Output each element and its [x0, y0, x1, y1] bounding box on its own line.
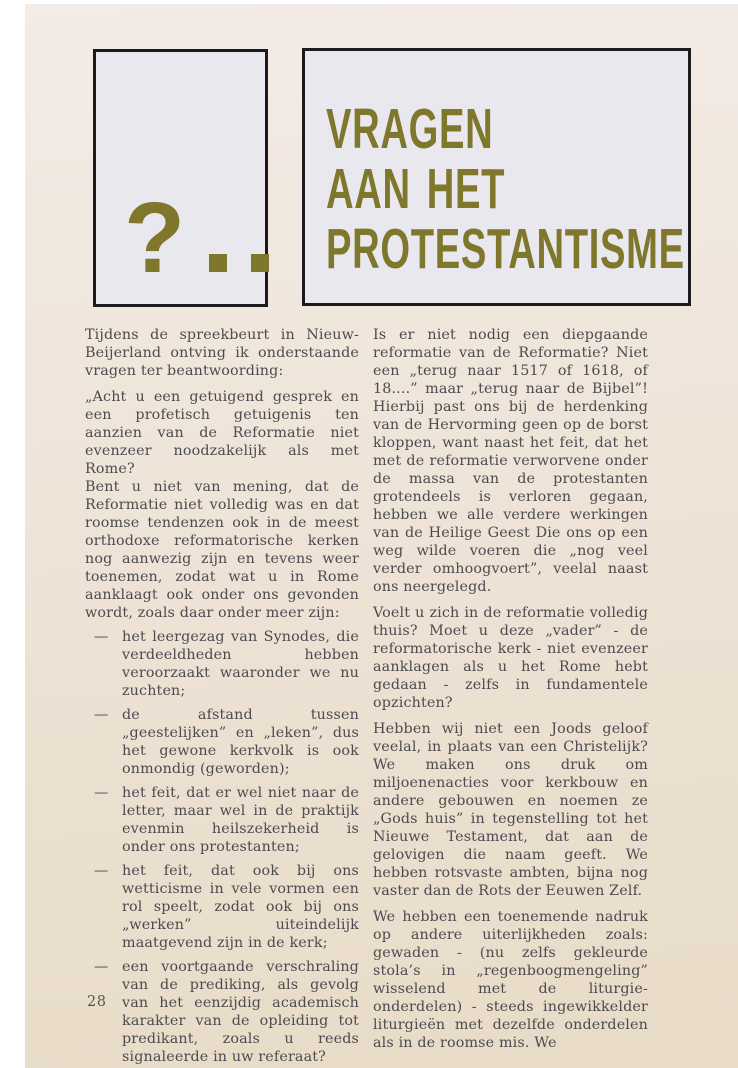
bullet-text: de afstand tussen „geestelijken” en „leken”, dus het gewone kerkvolk is ook onmondig (geworden);: [122, 707, 359, 777]
paragraph: We hebben een toenemende nadruk op andere uiterlijkheden zoals: gewaden - (nu zelfs gekleurde stola’s in „regenboogmengeling” wisselend met de liturgie-onderdelen) - steeds ingewikkelder liturgieën met dezelfde onderdelen als in de roomse mis. We: [373, 909, 648, 1051]
question-dot-icon: [251, 254, 269, 272]
bullet-dash: —: [94, 785, 109, 801]
bullet-item: [85, 958, 359, 1066]
bullet-text: een voortgaande verschraling van de prediking, als gevolg van het eenzijdig academisch karakter van de opleiding tot predikant, zoals u reeds signaleerde in uw referaat?: [122, 959, 359, 1065]
article-body: [85, 326, 648, 1066]
title-line: PROTESTANTISME: [326, 217, 685, 281]
question-mark-box: [93, 49, 268, 307]
paragraph: Bent u niet van mening, dat de Reformatie niet volledig was en dat roomse tendenzen ook in de meest orthodoxe reformatorische kerken nog aanwezig zijn en tevens weer toenemen, zodat wat u in Rome aanklaagt ook onder ons gevonden wordt, zoals daar onder meer zijn:: [85, 479, 359, 621]
bullet-item: [85, 706, 359, 778]
paragraph: Tijdens de spreekbeurt in Nieuw-Beijerland ontving ik onderstaande vragen ter beantwoording:: [85, 327, 359, 379]
page-number: 28: [87, 994, 107, 1010]
bullet-dash: —: [94, 707, 109, 723]
question-mark-graphic: [124, 182, 269, 294]
bullet-dash: —: [94, 959, 109, 975]
title-line: VRAGEN: [326, 97, 494, 161]
title-line: AAN HET: [326, 157, 506, 221]
paragraph: Hebben wij niet een Joods geloof veelal, in plaats van een Christelijk? We maken ons druk om miljoenenacties voor kerkbouw en andere gebouwen en noemen ze „Gods huis” in tegenstelling tot het Nieuwe Testament, dat aan de gelovigen die naam geeft. We hebben rotsvaste ambten, bijna nog vaster dan de Rots der Eeuwen Zelf.: [373, 721, 648, 899]
bullet-item: [85, 862, 359, 952]
bullet-item: [85, 784, 359, 856]
bullet-item: [85, 628, 359, 700]
question-dot-icon: [209, 254, 227, 272]
page-paper: [25, 4, 738, 1068]
article-title: [305, 51, 688, 279]
paragraph: „Acht u een getuigend gesprek en een profetisch getuigenis ten aanzien van de Reformatie niet evenzeer noodzakelijk als met Rome?: [85, 389, 359, 477]
title-box: [302, 48, 691, 306]
bullet-dash: —: [94, 629, 109, 645]
left-column: [85, 326, 359, 1066]
bullet-text: het feit, dat er wel niet naar de letter, maar wel in de praktijk evenmin heilszekerheid is onder ons protestanten;: [122, 785, 359, 855]
question-glyph: ?: [124, 182, 186, 294]
paragraph: Is er niet nodig een diepgaande reformatie van de Reformatie? Niet een „terug naar 1517 of 1618, of 18....” maar „terug naar de Bijbel”! Hierbij past ons bij de herdenking van de Hervorming geen op de borst kloppen, want naast het feit, dat het met de reformatie verworvene onder de massa van de protestanten grotendeels is verloren gegaan, hebben we alle verdere werkingen van de Heilige Geest Die ons op een weg wilde voeren die „nog veel verder omhoogvoert”, veelal naast ons neergelegd.: [373, 327, 648, 595]
right-column: [373, 326, 648, 1066]
bullet-text: het leergezag van Synodes, die verdeeldheden hebben veroorzaakt waaronder we nu zuchten;: [122, 629, 359, 699]
bullet-dash: —: [94, 863, 109, 879]
paragraph: Voelt u zich in de reformatie volledig thuis? Moet u deze „vader” - de reformatorische kerk - niet evenzeer aanklagen als u het Rome hebt gedaan - zelfs in fundamentele opzichten?: [373, 605, 648, 711]
bullet-text: het feit, dat ook bij ons wetticisme in vele vormen een rol speelt, zodat ook bij ons „werken” uiteindelijk maatgevend zijn in de kerk;: [122, 863, 359, 951]
